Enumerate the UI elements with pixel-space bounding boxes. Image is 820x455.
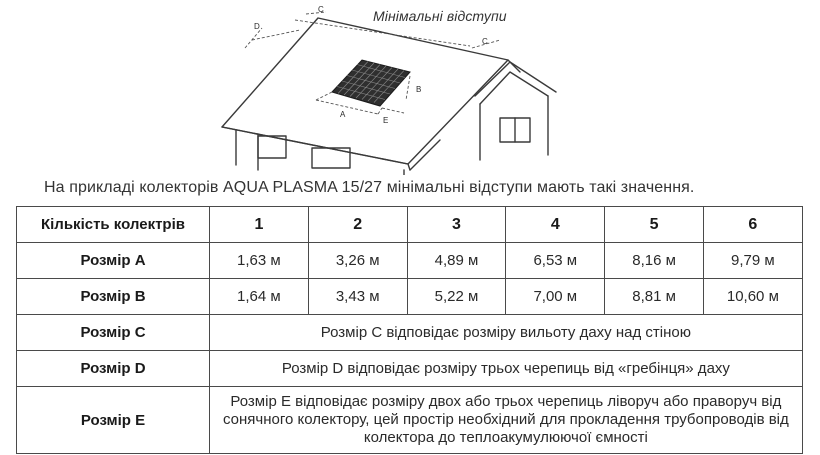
table-row-size-c: [17, 315, 803, 351]
dimensions-table: [16, 206, 803, 454]
cell-a-1: 1,63 м: [210, 243, 309, 279]
figure-caption: Мінімальні відступи: [373, 8, 507, 24]
cell-b-1: 1,64 м: [210, 279, 309, 315]
cell-b-2: 3,43 м: [308, 279, 407, 315]
label-a: A: [340, 110, 346, 119]
cell-b-3: 5,22 м: [407, 279, 506, 315]
header-count-5: 5: [605, 207, 704, 243]
cell-d-description: Розмір D відповідає розміру трьох черепиць від «гребінця» даху: [210, 351, 803, 387]
cell-a-2: 3,26 м: [308, 243, 407, 279]
header-label: Кількість колектрів: [17, 207, 210, 243]
table-row-size-b: [17, 279, 803, 315]
cell-a-3: 4,89 м: [407, 243, 506, 279]
table-row-size-d: [17, 351, 803, 387]
row-label-size-b: Розмір B: [17, 279, 210, 315]
label-c-top: C: [318, 5, 324, 14]
header-count-4: 4: [506, 207, 605, 243]
table-row-size-e: [17, 387, 803, 454]
cell-c-description: Розмір C відповідає розміру вильоту даху над стіною: [210, 315, 803, 351]
intro-text: На прикладі колекторів AQUA PLASMA 15/27 мінімальні відступи мають такі значення.: [44, 179, 695, 196]
header-count-6: 6: [703, 207, 802, 243]
cell-b-4: 7,00 м: [506, 279, 605, 315]
row-label-size-e: Розмір E: [17, 387, 210, 454]
header-count-2: 2: [308, 207, 407, 243]
label-c-right: C: [482, 37, 488, 46]
cell-a-6: 9,79 м: [703, 243, 802, 279]
cell-a-4: 6,53 м: [506, 243, 605, 279]
label-b: B: [416, 85, 422, 94]
header-count-1: 1: [210, 207, 309, 243]
label-e: E: [383, 116, 389, 125]
cell-a-5: 8,16 м: [605, 243, 704, 279]
cell-e-description: Розмір E відповідає розміру двох або трьох черепиць ліворуч або праворуч від сонячного колектору, цей простір необхідний для прокладення трубопроводів від колектора до теплоакумулюючої ємності: [210, 387, 803, 454]
table-row-size-a: [17, 243, 803, 279]
label-d: D: [254, 22, 260, 31]
header-count-3: 3: [407, 207, 506, 243]
table-header-row: [17, 207, 803, 243]
cell-b-6: 10,60 м: [703, 279, 802, 315]
row-label-size-a: Розмір A: [17, 243, 210, 279]
row-label-size-c: Розмір C: [17, 315, 210, 351]
cell-b-5: 8,81 м: [605, 279, 704, 315]
row-label-size-d: Розмір D: [17, 351, 210, 387]
roof-diagram: [0, 0, 820, 175]
